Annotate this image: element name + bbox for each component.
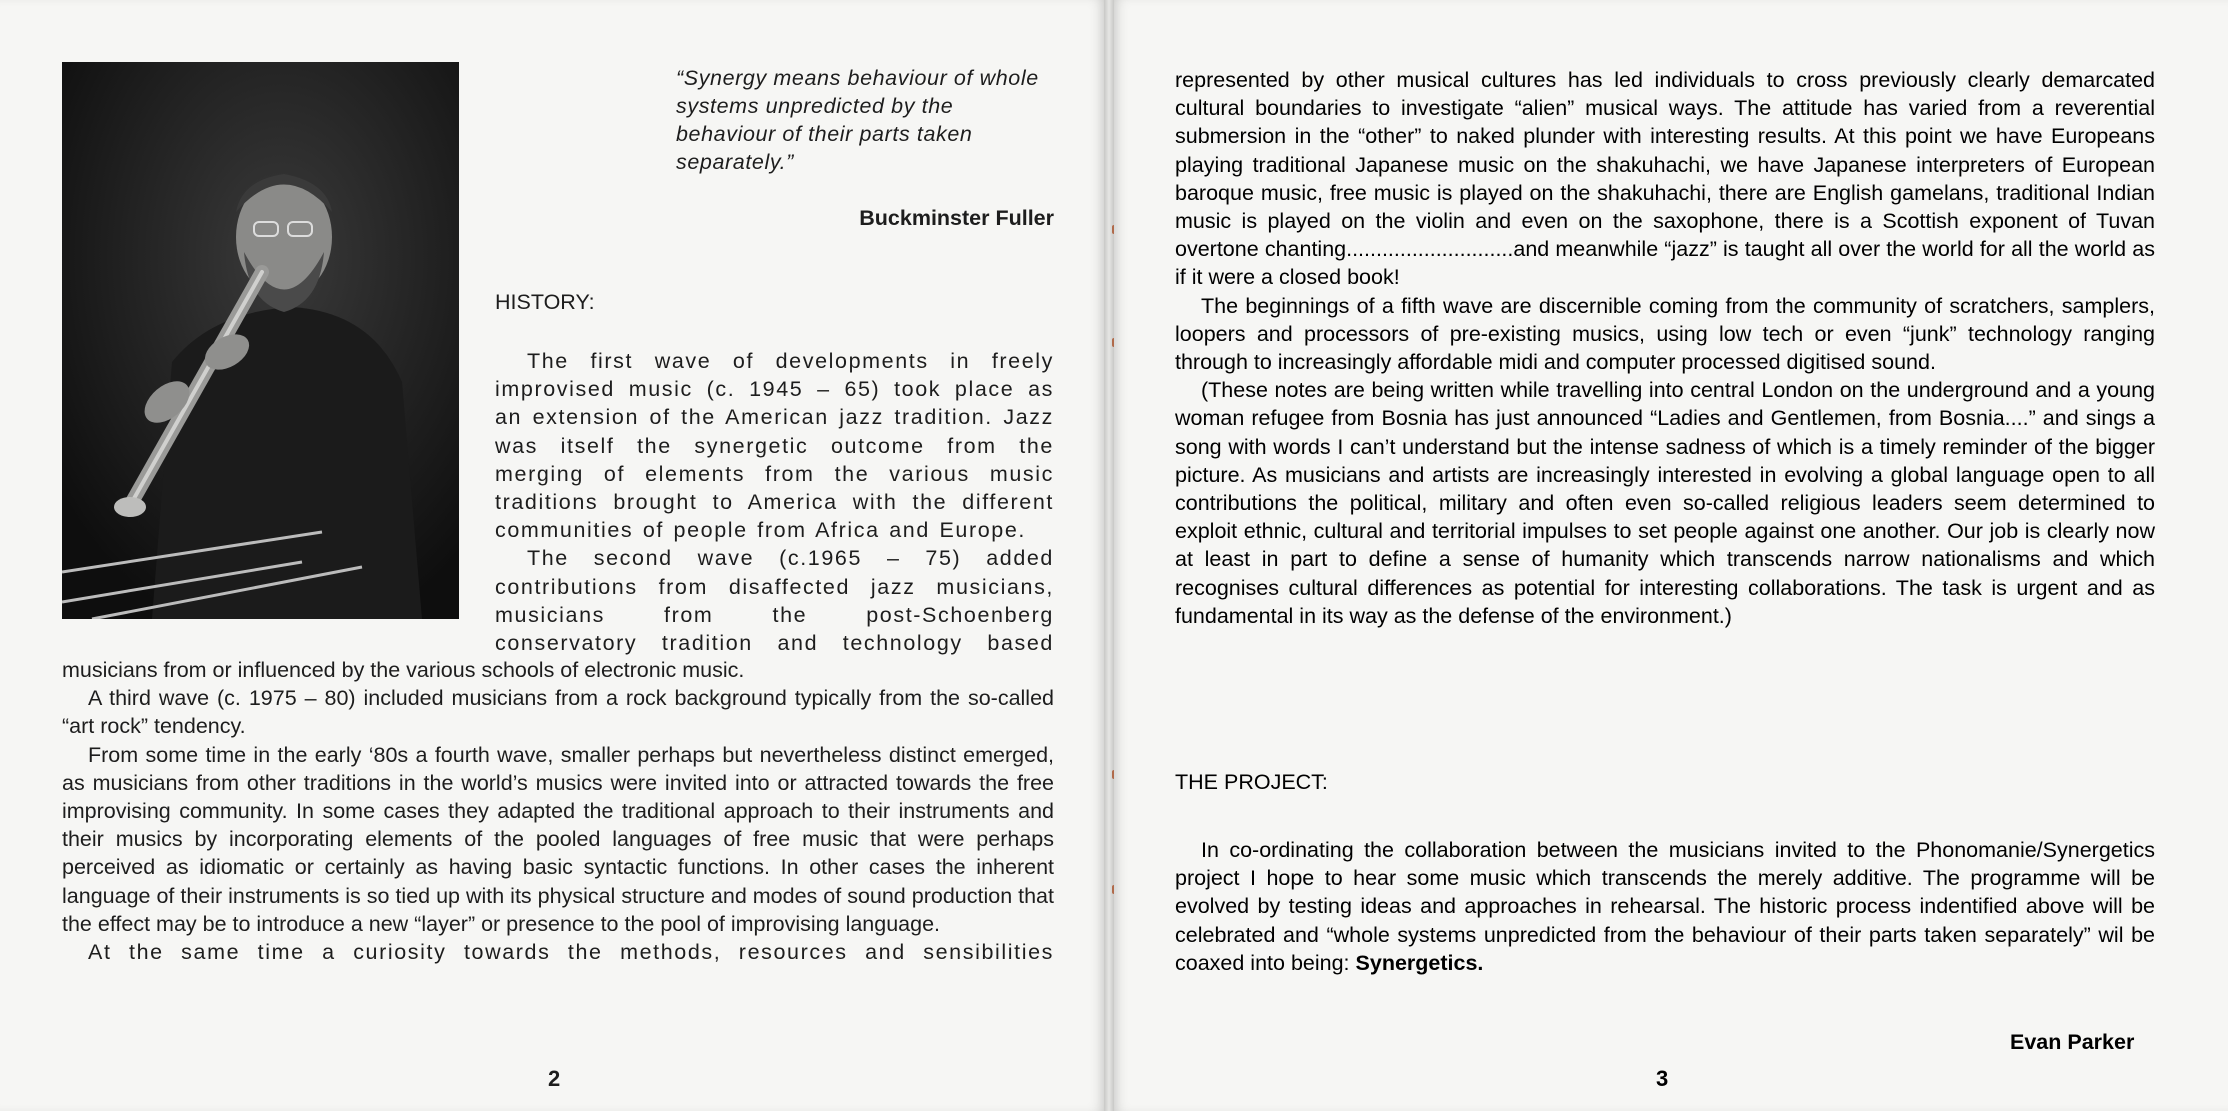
paragraph-project [1175, 836, 2155, 977]
epigraph-quote: “Synergy means behaviour of whole systems unpredicted by the behaviour of their parts taken separately.” [676, 66, 1039, 174]
page-number-right: 3 [1656, 1066, 1669, 1091]
paragraph-other-cultures: represented by other musical cultures has led individuals to cross previously clearly demarcated cultural boundaries to investigate “alien” musical ways. The attitude has varied from a reverential submersion in the “other” to naked plunder with interesting results. At this point we have Europeans playing traditional Japanese music on the shakuhachi, we have Japanese interpreters of European baroque music, free music is played on the shakuhachi, there are English gamelans, traditional Indian music is played on the violin and even on the saxophone, there is a Scottish exponent of Tuvan overtone chanting............................and meanwhile “jazz” is taught all over the world for all the world as if it were a closed book! [1175, 68, 2155, 290]
page-left [0, 0, 1104, 1111]
paragraph-bosnia: (These notes are being written while travelling into central London on the underground and a young woman refugee from Bosnia has just announced “Ladies and Gentlemen, from Bosnia....” and sings a song with words I can’t understand but the intense sadness of which is a timely reminder of the bigger picture. As musicians and artists are increasingly interested in evolving a global language open to all contributions the political, military and often even so-called religious leaders seem determined to exploit ethnic, cultural and territorial impulses to set people against one another. Our job is clearly now at least in part to define a sense of humanity which transcends narrow nationalisms and which recognises cultural differences as potential for interesting collaborations. The task is urgent and as fundamental in its way as the defense of the environment.) [1175, 378, 2155, 628]
history-heading: HISTORY: [495, 290, 595, 314]
history-text-wide [62, 656, 1054, 966]
project-body: In co-ordinating the collaboration between the musicians invited to the Phonomanie/Synergetics project I hope to hear some music which transcends the merely additive. The programme will be evolved by testing ideas and approaches in rehearsal. The historic process indentified above will be celebrated and “whole systems unpredicted from the behaviour of their parts taken separately” wil be coaxed into being: [1175, 838, 2155, 975]
paragraph-first-wave: The first wave of developments in freely improvised music (c. 1945 – 65) took place as an extension of the American jazz tradition. Jazz was itself the synergetic outcome from the merging of elements from the various music traditions brought to America with the different communities of people from Africa and Europe. [495, 349, 1054, 543]
paragraph-fifth-wave: The beginnings of a fifth wave are discernible coming from the community of scratchers, samplers, loopers and processors of pre-existing musics, using low tech or even “junk” technology ranging through to increasingly affordable midi and computer processed digitised sound. [1175, 293, 2155, 375]
paragraph-third-wave: A third wave (c. 1975 – 80) included musicians from a rock background typically from the so-called “art rock” tendency. [62, 686, 1054, 739]
history-text-narrow [495, 347, 1054, 657]
paragraph-second-wave: The second wave (c.1965 – 75) added contributions from disaffected jazz musicians, musicians from the post-Schoenberg conservatory tradition and technology based [495, 546, 1054, 656]
project-heading: THE PROJECT: [1175, 770, 1328, 794]
musician-photo [62, 62, 459, 619]
page-number-left: 2 [548, 1066, 561, 1091]
signature: Evan Parker [2010, 1030, 2135, 1054]
paragraph-curiosity: At the same time a curiosity towards the methods, resources and sensibilities [88, 940, 1054, 965]
quote-author: Buckminster Fuller [859, 206, 1054, 230]
center-fold [1104, 0, 1114, 1111]
paragraph-continuation: musicians from or influenced by the various schools of electronic music. [62, 658, 745, 682]
essay-text-right [1175, 66, 2155, 630]
paragraph-fourth-wave: From some time in the early ‘80s a fourth wave, smaller perhaps but nevertheless distinct emerged, as musicians from other traditions in the world’s musics were invited into or attracted towards the free improvising community. In some cases they adapted the traditional approach to their instruments and their musics by incorporating elements of the pooled languages of free music that were perhaps perceived as idiomatic or certainly as having basic syntactic functions. In other cases the inherent language of their instruments is so tied up with its physical structure and modes of sound production that the effect may be to introduce a new “layer” or presence to the pool of improvising language. [62, 742, 1054, 936]
project-emphasis: Synergetics. [1355, 950, 1484, 975]
project-text [1175, 836, 2155, 977]
